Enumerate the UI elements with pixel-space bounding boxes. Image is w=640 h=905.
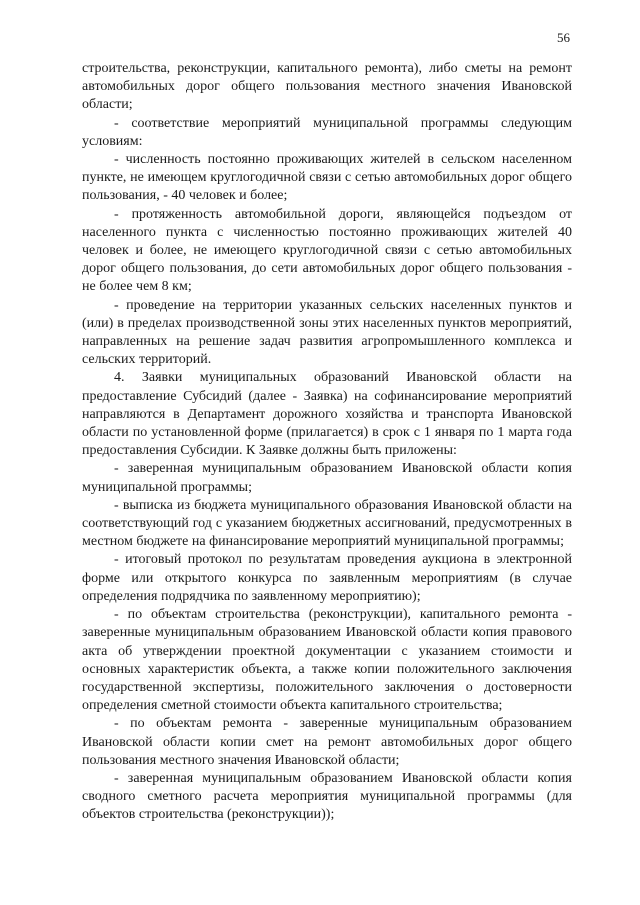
paragraph-5: - проведение на территории указанных сельских населенных пунктов и (или) в пределах производственной зоны этих населенных пунктов мероприятий, направленных на решение задач развития агропромышленного комплекса и сельских территорий. — [82, 297, 572, 368]
paragraph-2: - соответствие мероприятий муниципальной программы следующим условиям: — [82, 115, 572, 149]
paragraph-8: - выписка из бюджета муниципального образования Ивановской области на соответствующий год с указанием бюджетных ассигнований, предусмотренных в местном бюджете на финансирование мероприятий муниципальной программы; — [82, 497, 572, 550]
paragraph-9: - итоговый протокол по результатам проведения аукциона в электронной форме или открытого конкурса по заявленным мероприятиям (в случае определения подрядчика по заявленному мероприятию); — [82, 552, 572, 604]
paragraph-1: строительства, реконструкции, капитального ремонта), либо сметы на ремонт автомобильных дорог общего пользования местного значения Ивановской области; — [82, 61, 572, 113]
paragraph-11: - по объектам ремонта - заверенные муниципальным образованием Ивановской области копии смет на ремонт автомобильных дорог общего пользования местного значения Ивановской области; — [82, 716, 572, 768]
paragraph-3: - численность постоянно проживающих жителей в сельском населенном пункте, не имеющем круглогодичной связи с сетью автомобильных дорог общего пользования, - 40 человек и более; — [82, 152, 572, 204]
paragraph-12: - заверенная муниципальным образованием Ивановской области копия сводного сметного расчета мероприятия муниципальной программы (для объектов строительства (реконструкции)); — [82, 770, 572, 823]
paragraph-7: - заверенная муниципальным образованием Ивановской области копия муниципальной программы; — [82, 461, 572, 495]
paragraph-10: - по объектам строительства (реконструкции), капитального ремонта - заверенные муниципальным образованием Ивановской области копия правового акта об утверждении проектной документации с указанием стоимости и основных характеристик объекта, а также копии положительного заключения государственной экспертизы, положительного заключения о достоверности определения сметной стоимости объекта капитального строительства; — [82, 607, 572, 714]
document-body — [82, 60, 572, 825]
page-number: 56 — [557, 30, 570, 45]
paragraph-4: - протяженность автомобильной дороги, являющейся подъездом от населенного пункта с численностью постоянно проживающих жителей 40 человек и более, не имеющего круглогодичной связи с сетью автомобильных дорог общего пользования, до сети автомобильных дорог общего пользования - не более чем 8 км; — [82, 206, 572, 295]
paragraph-6: 4. Заявки муниципальных образований Ивановской области на предоставление Субсидий (далее - Заявка) на софинансирование мероприятий направляются в Департамент дорожного хозяйства и транспорта Ивановской области по установленной форме (прилагается) в срок с 1 января по 1 марта года предоставления Субсидии. К Заявке должны быть приложены: — [82, 370, 572, 459]
